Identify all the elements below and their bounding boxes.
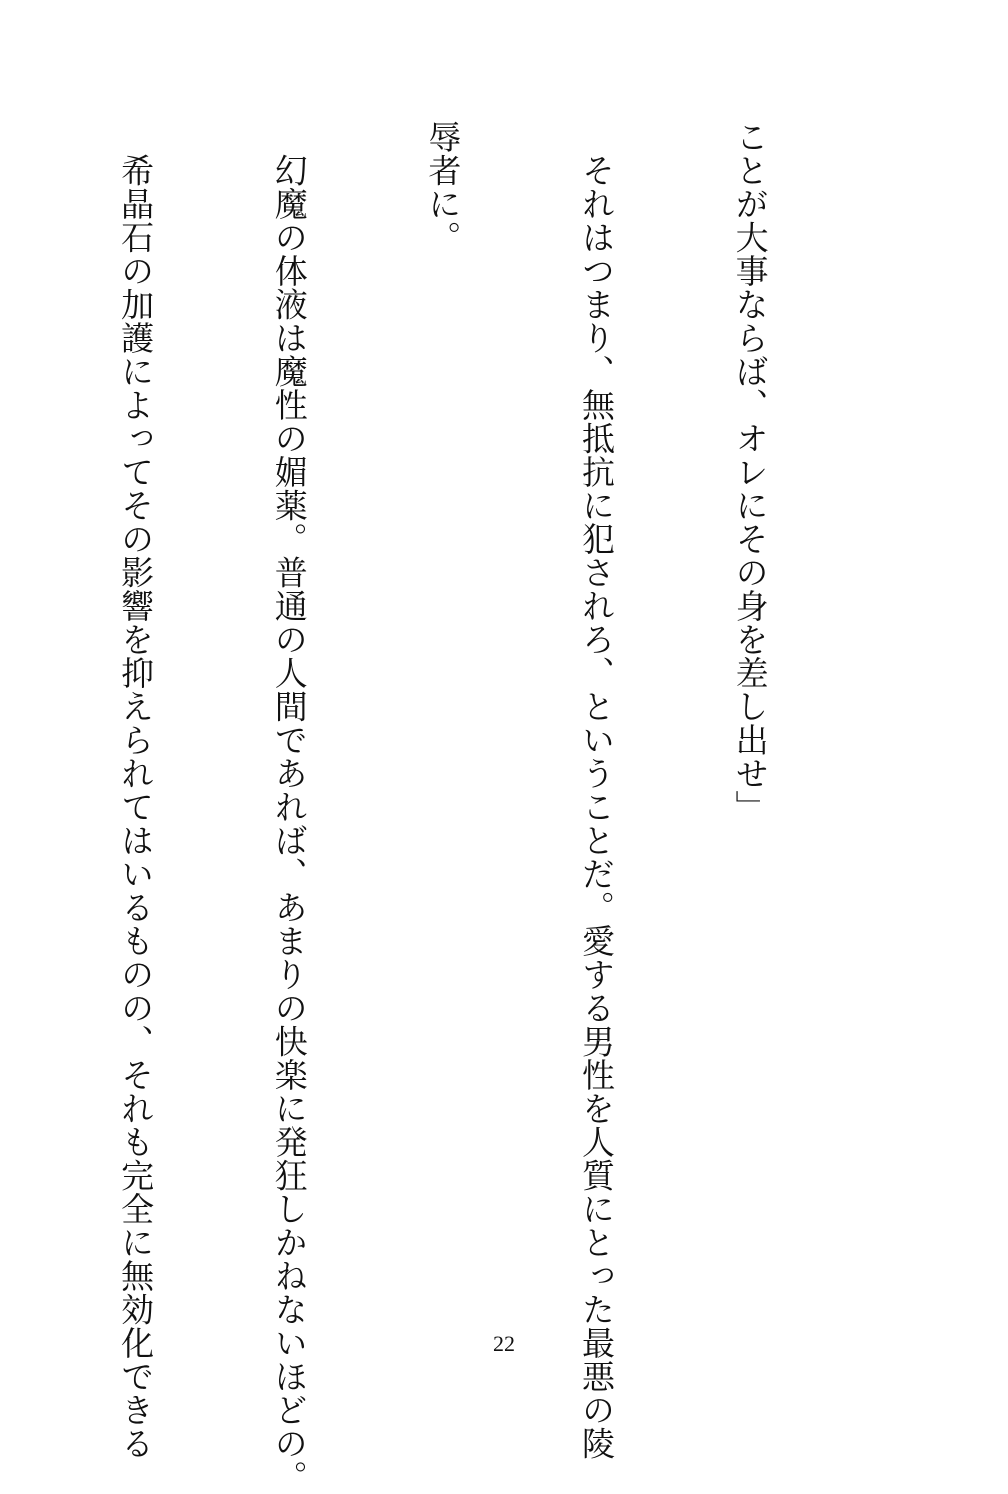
text-line [0,120,8,1290]
text-line: ことが大事ならば、オレにその身を差し出せ」 [730,120,770,824]
text-line: 幻魔の体液は魔性の媚薬。普通の人間であれば、あまりの快楽に発狂しかねないほどの。 [269,120,309,1494]
text-line: それはつまり、無抵抗に犯されろ、ということだ。愛する男性を人質にとった最悪の陵 [576,120,616,1460]
text-line: 希晶石の加護によってその影響を抑えられてはいるものの、それも完全に無効化できる [116,120,156,1460]
text-line: 辱者に。 [423,120,463,254]
page-number: 22 [493,1331,515,1356]
